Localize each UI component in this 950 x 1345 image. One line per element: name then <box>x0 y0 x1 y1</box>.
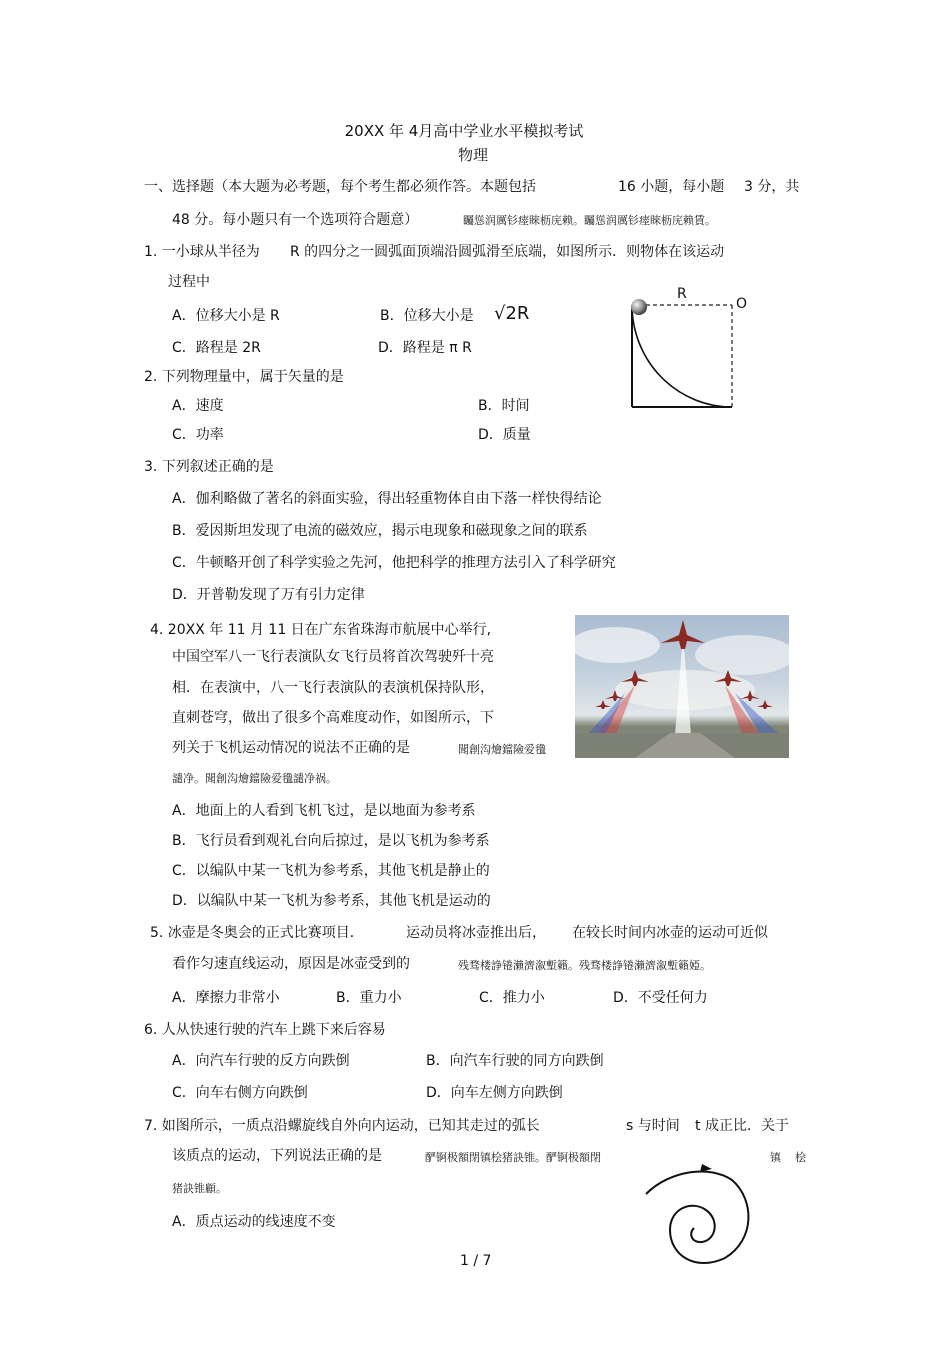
section-points: 3 分，共 <box>744 179 800 195</box>
page-number: 1 / 7 <box>460 1253 492 1269</box>
q5-stem-a: 5. 冰壶是冬奥会的正式比赛项目． <box>150 925 364 941</box>
q3-stem: 3. 下列叙述正确的是 <box>144 459 274 475</box>
q5-stem-d: 看作匀速直线运动，原因是冰壶受到的 <box>172 956 410 972</box>
q1-option-d: D．路程是 π R <box>378 340 472 356</box>
q2-option-c: C．功率 <box>172 427 224 443</box>
q4-option-a: A．地面上的人看到飞机飞过，是以地面为参考系 <box>172 803 476 819</box>
q1-option-b: B．位移大小是 <box>380 308 474 324</box>
q4-option-d: D．以编队中某一飞机为参考系，其他飞机是运动的 <box>172 893 491 909</box>
noise-text: 矚慫润厲钐瘗睞枥庑赖。矚慫润厲钐瘗睞枥庑赖賃。 <box>463 214 716 227</box>
q5-option-b: B．重力小 <box>336 990 402 1006</box>
q4-stem-2: 中国空军八一飞行表演队女飞行员将首次驾驶歼十亮 <box>172 649 494 665</box>
arc-path <box>632 305 732 407</box>
noise-text: 镇 <box>770 1151 781 1164</box>
q3-option-a: A．伽利略做了著名的斜面实验，得出轻重物体自由下落一样快得结论 <box>172 491 602 507</box>
section-heading: 一、选择题（本大题为必考题，每个考生都必须作答。本题包括 <box>144 179 536 195</box>
q6-option-d: D．向车左侧方向跌倒 <box>426 1085 563 1101</box>
exam-title: 20XX 年 4月高中学业水平模拟考试 <box>344 122 584 140</box>
q1-stem-b: R 的四分之一圆弧面顶端沿圆弧滑至底端，如图所示．则物体在该运动 <box>290 244 725 260</box>
section-note: 48 分。每小题只有一个选项符合题意） <box>172 212 419 228</box>
q4-option-b: B．飞行员看到观礼台向后掠过，是以飞机为参考系 <box>172 833 490 849</box>
spiral-figure <box>640 1160 760 1270</box>
q1-option-c: C．路程是 2R <box>172 340 261 356</box>
ball-icon <box>631 299 647 315</box>
q7-stem-c: t 成正比．关于 <box>695 1118 789 1134</box>
q6-option-b: B．向汽车行驶的同方向跌倒 <box>426 1053 604 1069</box>
figure-label-o: O <box>736 296 748 312</box>
noise-text: 猪訣锥顧。 <box>172 1182 227 1195</box>
q4-option-c: C．以编队中某一飞机为参考系，其他飞机是静止的 <box>172 863 490 879</box>
q1-option-b-sqrt: √2R <box>494 303 530 324</box>
q3-option-c: C．牛顿略开创了科学实验之先河，他把科学的推理方法引入了科学研究 <box>172 555 616 571</box>
noise-text: 聞創沟燴鐺險爱氇 <box>458 743 546 756</box>
q4-stem-3: 相．在表演中，八一飞行表演队的表演机保持队形， <box>172 680 494 696</box>
noise-text: 残骛楼諍锩瀨濟溆塹籟。残骛楼諍锩瀨濟溆塹籟婭。 <box>458 959 711 972</box>
section-count: 16 小题，每小题 <box>618 179 725 195</box>
q1-option-a: A．位移大小是 R <box>172 308 280 324</box>
jets-illustration <box>575 615 789 758</box>
q4-stem-5: 列关于飞机运动情况的说法不正确的是 <box>172 740 410 756</box>
q2-option-d: D．质量 <box>478 427 531 443</box>
q6-stem: 6. 人从快速行驶的汽车上跳下来后容易 <box>144 1022 386 1038</box>
q5-stem-c: 在较长时间内冰壶的运动可近似 <box>572 925 768 941</box>
q5-option-d: D．不受任何力 <box>613 990 708 1006</box>
spiral-path <box>646 1172 748 1264</box>
air-show-photo <box>575 615 789 758</box>
noise-text: 桧 <box>795 1151 806 1164</box>
q4-stem-4: 直刺苍穹，做出了很多个高难度动作，如图所示，下 <box>172 710 494 726</box>
q7-option-a: A．质点运动的线速度不变 <box>172 1214 336 1230</box>
q7-stem-d: 该质点的运动，下列说法正确的是 <box>172 1148 382 1164</box>
q1-stem-c: 过程中 <box>168 274 210 290</box>
q2-stem: 2. 下列物理量中，属于矢量的是 <box>144 369 344 385</box>
q4-stem-1: 4. 20XX 年 11 月 11 日在广东省珠海市航展中心举行, <box>150 622 492 638</box>
q7-stem-b: s 与时间 <box>626 1118 680 1134</box>
noise-text: 譴净。聞創沟燴鐺險爱氇譴净祸。 <box>172 772 337 785</box>
q6-option-a: A．向汽车行驶的反方向跌倒 <box>172 1053 350 1069</box>
q2-option-b: B．时间 <box>478 398 530 414</box>
q5-option-c: C．推力小 <box>479 990 545 1006</box>
q6-option-c: C．向车右侧方向跌倒 <box>172 1085 308 1101</box>
q5-stem-b: 运动员将冰壶推出后， <box>406 925 546 941</box>
q3-option-d: D．开普勒发现了万有引力定律 <box>172 587 365 603</box>
subject-title: 物理 <box>457 146 488 164</box>
q1-stem-a: 1. 一小球从半径为 <box>144 244 260 260</box>
q3-option-b: B．爱因斯坦发现了电流的磁效应，揭示电现象和磁现象之间的联系 <box>172 523 588 539</box>
noise-text: 酽锕极額閉镇桧猪訣锥。酽锕极額閉 <box>425 1151 601 1164</box>
figure-label-r: R <box>677 286 687 302</box>
q2-option-a: A．速度 <box>172 398 224 414</box>
q5-option-a: A．摩擦力非常小 <box>172 990 280 1006</box>
q7-stem-a: 7. 如图所示，一质点沿螺旋线自外向内运动，已知其走过的弧长 <box>144 1118 540 1134</box>
